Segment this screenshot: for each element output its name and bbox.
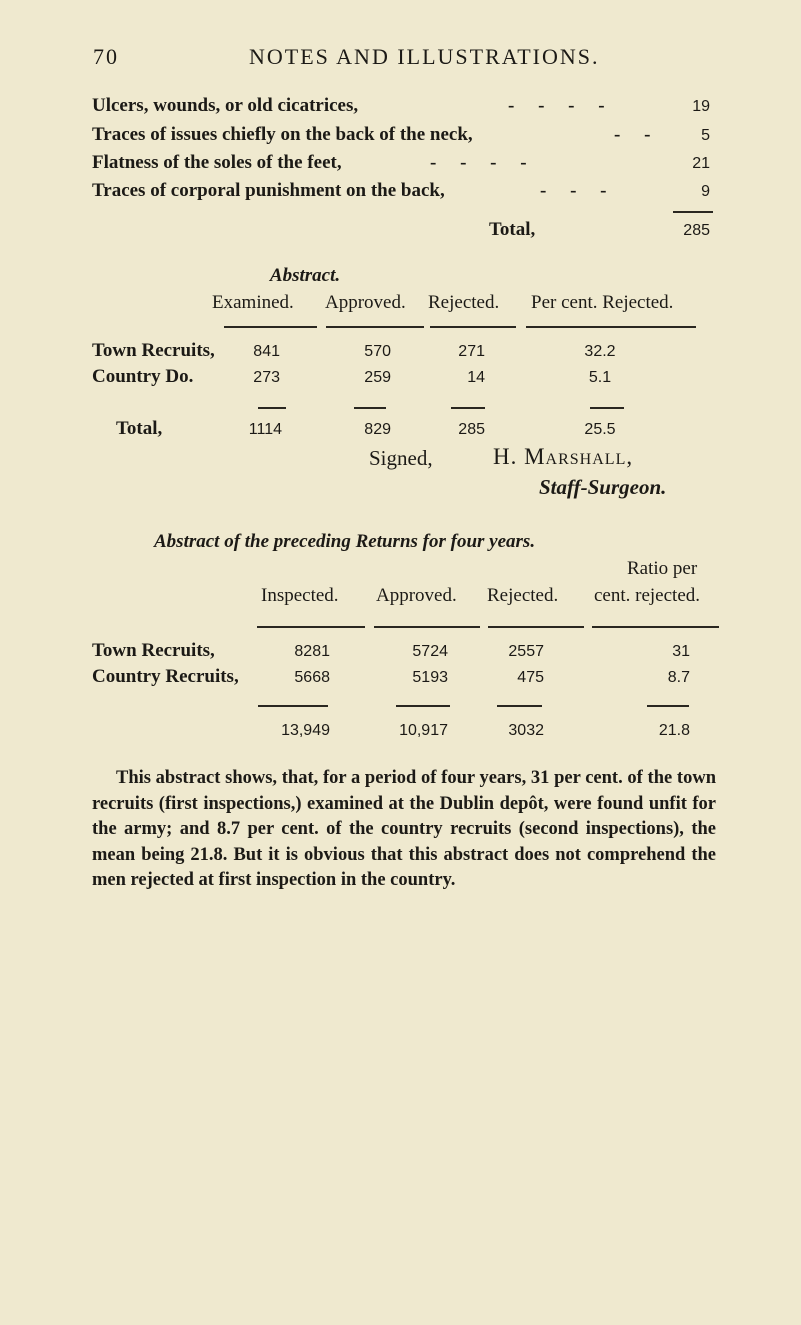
total-rule [354, 407, 386, 409]
cell-inspected: 8281 [294, 643, 330, 660]
row-label: Country Do. [92, 366, 194, 387]
abstract-title: Abstract. [269, 265, 341, 286]
running-header: NOTES AND ILLUSTRATIONS. [249, 44, 600, 69]
list-item-leader: - - - [540, 180, 607, 201]
list-item-value: 19 [692, 98, 710, 115]
total-rule [258, 407, 286, 409]
header-rule [374, 626, 480, 628]
cell-examined: 273 [253, 369, 280, 386]
column-header-approved: Approved. [325, 292, 406, 313]
abstract-title: Abstract of the preceding Returns for four years. [154, 531, 536, 552]
total-approved: 829 [364, 421, 391, 438]
list-item-leader: - - - - [508, 95, 605, 116]
list-item-label: Flatness of the soles of the feet, [92, 152, 342, 173]
column-header-approved: Approved. [376, 585, 457, 606]
list-total-value: 285 [683, 222, 710, 239]
cell-approved: 5193 [412, 669, 448, 686]
header-rule [326, 326, 424, 328]
total-inspected: 13,949 [281, 722, 330, 739]
column-header-rejected: Rejected. [487, 585, 559, 606]
cell-rejected: 14 [467, 369, 485, 386]
list-total-label: Total, [489, 219, 536, 240]
total-rule [497, 705, 542, 707]
cell-inspected: 5668 [294, 669, 330, 686]
cell-rejected: 271 [458, 343, 485, 360]
list-item-value: 9 [701, 183, 710, 200]
total-rule [590, 407, 624, 409]
cell-rejected: 2557 [508, 643, 544, 660]
header-rule [526, 326, 696, 328]
page-number: 70 [93, 44, 119, 69]
column-header-examined: Examined. [212, 292, 294, 313]
body-paragraph: This abstract shows, that, for a period of four years, 31 per cent. of the town recruits (first inspections,) examined at the Dublin depôt, were found unfit for the army; and 8.7 per cent. of the country recruits (second inspections), the mean being 21.8. But it is obvious that this abstract does not comprehend the men rejected at first inspection in the country. [92, 768, 716, 890]
cell-ratio: 8.7 [667, 669, 690, 686]
total-approved: 10,917 [399, 722, 448, 739]
total-rejected: 285 [458, 421, 485, 438]
total-rule [258, 705, 328, 707]
total-percent: 25.5 [584, 421, 616, 438]
total-rule [673, 211, 713, 213]
header-rule [592, 626, 719, 628]
total-rejected: 3032 [508, 722, 544, 739]
row-label: Town Recruits, [92, 340, 215, 361]
list-item-value: 21 [692, 155, 710, 172]
header-rule [430, 326, 516, 328]
total-ratio: 21.8 [658, 722, 690, 739]
cell-examined: 841 [253, 343, 280, 360]
row-label: Country Recruits, [92, 666, 239, 687]
header-rule [488, 626, 584, 628]
signer-title: Staff-Surgeon. [539, 475, 667, 499]
cell-ratio: 31 [672, 643, 690, 660]
signer-name: H. Marshall, [493, 444, 634, 469]
list-item-value: 5 [701, 127, 710, 144]
list-item-label: Traces of corporal punishment on the back, [92, 180, 445, 201]
column-header-rejected: Rejected. [428, 292, 500, 313]
column-header-percent: Per cent. Rejected. [531, 292, 674, 313]
column-header-ratio-line2: cent. rejected. [594, 585, 701, 606]
list-item-leader: - - - - [430, 152, 527, 173]
cell-percent: 32.2 [584, 343, 616, 360]
list-item-label: Traces of issues chiefly on the back of the neck, [92, 124, 473, 145]
total-rule [396, 705, 450, 707]
column-header-inspected: Inspected. [261, 585, 339, 606]
cell-approved: 259 [364, 369, 391, 386]
header-rule [224, 326, 317, 328]
header-rule [257, 626, 365, 628]
total-examined: 1114 [248, 421, 282, 438]
cell-approved: 570 [364, 343, 391, 360]
total-rule [647, 705, 689, 707]
cell-approved: 5724 [412, 643, 448, 660]
list-item-label: Ulcers, wounds, or old cicatrices, [92, 95, 359, 116]
list-item-leader: - - [614, 124, 651, 145]
row-label: Town Recruits, [92, 640, 215, 661]
total-rule [451, 407, 485, 409]
cell-rejected: 475 [517, 669, 544, 686]
total-label: Total, [116, 418, 163, 439]
column-header-ratio-line1: Ratio per [627, 558, 698, 579]
signed-label: Signed, [369, 446, 433, 470]
cell-percent: 5.1 [588, 369, 612, 386]
